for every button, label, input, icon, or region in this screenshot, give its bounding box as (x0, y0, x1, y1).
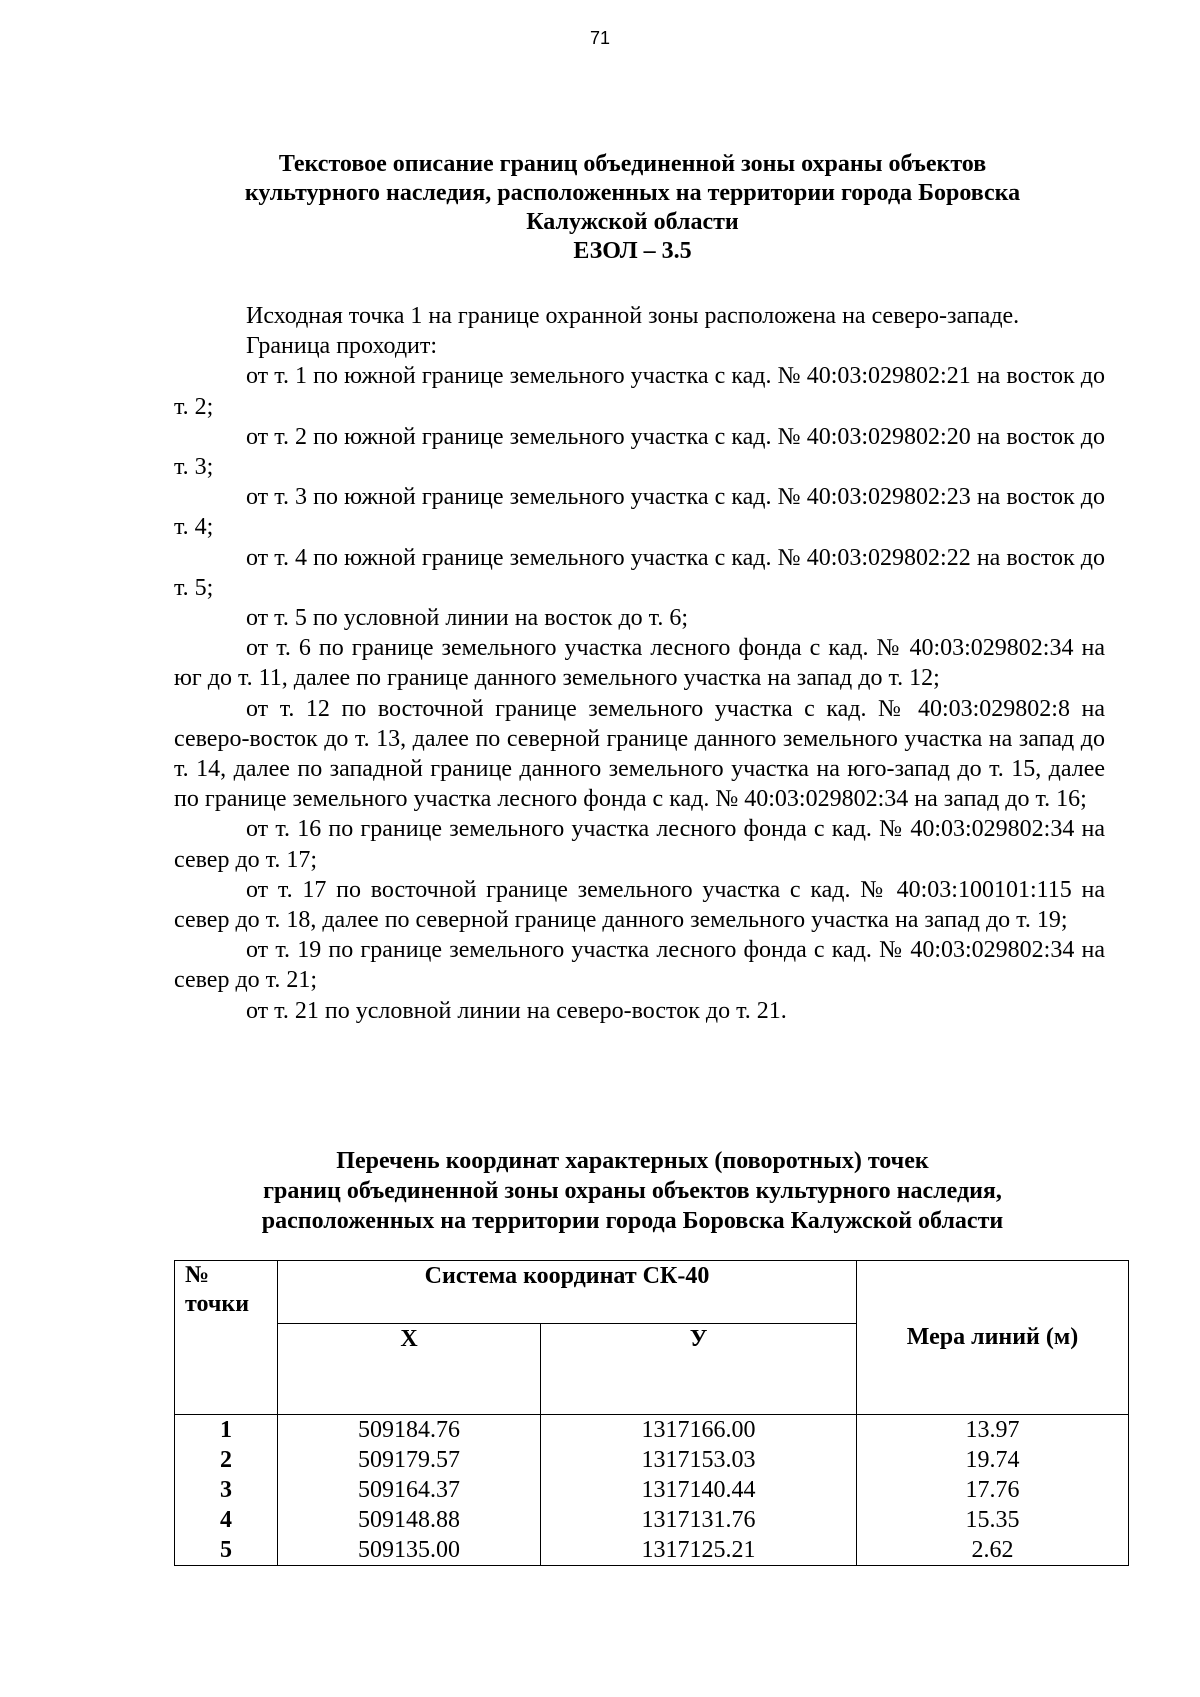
header-y: У (541, 1324, 857, 1415)
table-row (175, 1505, 1129, 1535)
coord-y: 1317166.00 (541, 1415, 857, 1446)
header-x: Х (278, 1324, 541, 1415)
paragraph: от т. 5 по условной линии на восток до т. 6; (246, 605, 689, 632)
header-point-number: № точки (175, 1261, 278, 1415)
table-row (175, 1445, 1129, 1475)
paragraph: от т. 17 по восточной границе земельного участка с кад. № 40:03:100101:115 на север до т. 18, далее по северной границе данного земельного участка на запад до т. 19; (174, 876, 1105, 934)
header-coordinate-system: Система координат СК-40 (278, 1261, 857, 1324)
paragraph: от т. 3 по южной границе земельного участка с кад. № 40:03:029802:23 на восток до т. 4; (174, 484, 1105, 541)
header-line-measure: Мера линий (м) (857, 1261, 1129, 1415)
paragraph: от т. 21 по условной линии на северо-восток до т. 21. (246, 997, 787, 1024)
paragraph: Исходная точка 1 на границе охранной зоны расположена на северо-западе. (246, 303, 1020, 329)
point-number: 3 (175, 1475, 278, 1505)
coord-x: 509164.37 (278, 1475, 541, 1505)
title-line: Калужской области (526, 209, 739, 235)
line-measure: 15.35 (857, 1505, 1129, 1535)
coord-y: 1317140.44 (541, 1475, 857, 1505)
table-title-line: расположенных на территории города Боровска Калужской области (261, 1208, 1004, 1234)
line-measure: 2.62 (857, 1535, 1129, 1566)
coord-y: 1317153.03 (541, 1445, 857, 1475)
paragraph: Граница проходит: (246, 333, 438, 360)
line-measure: 19.74 (857, 1445, 1129, 1475)
line-measure: 17.76 (857, 1475, 1129, 1505)
document-title (160, 150, 1105, 266)
table-title-line: границ объединенной зоны охраны объектов культурного наследия, (263, 1178, 1002, 1204)
point-number: 2 (175, 1445, 278, 1475)
boundary-description (174, 301, 1105, 1026)
title-line: Текстовое описание границ объединенной зоны охраны объектов (278, 151, 987, 177)
page-number: 71 (589, 28, 611, 48)
paragraph: от т. 12 по восточной границе земельного участка с кад. № 40:03:029802:8 на северо-восток до т. 13, далее по северной границе данного земельного участка на запад до т. 14, далее по западной границе данного земельного участка на юго-запад до т. 15, далее по границе земельного участка лесного фонда с кад. № 40:03:029802:34 на запад до т. 16; (174, 695, 1105, 813)
coord-y: 1317125.21 (541, 1535, 857, 1566)
coord-x: 509179.57 (278, 1445, 541, 1475)
line-measure: 13.97 (857, 1415, 1129, 1446)
coord-x: 509135.00 (278, 1535, 541, 1566)
point-number: 5 (175, 1535, 278, 1566)
title-line: культурного наследия, расположенных на территории города Боровска (244, 180, 1021, 206)
coord-y: 1317131.76 (541, 1505, 857, 1535)
table-row (175, 1475, 1129, 1505)
point-number: 1 (175, 1415, 278, 1446)
table-row (175, 1535, 1129, 1566)
paragraph: от т. 6 по границе земельного участка лесного фонда с кад. № 40:03:029802:34 на юг до т. 11, далее по границе данного земельного участка на запад до т. 12; (174, 635, 1105, 692)
table-title-line: Перечень координат характерных (поворотных) точек (336, 1148, 929, 1174)
point-number: 4 (175, 1505, 278, 1535)
paragraph: от т. 2 по южной границе земельного участка с кад. № 40:03:029802:20 на восток до т. 3; (174, 423, 1105, 481)
table-title (160, 1146, 1105, 1236)
paragraph: от т. 16 по границе земельного участка лесного фонда с кад. № 40:03:029802:34 на север до т. 17; (174, 816, 1105, 873)
table-row (175, 1415, 1129, 1446)
coordinates-table (174, 1260, 1129, 1566)
paragraph: от т. 4 по южной границе земельного участка с кад. № 40:03:029802:22 на восток до т. 5; (174, 544, 1105, 601)
paragraph: от т. 19 по границе земельного участка лесного фонда с кад. № 40:03:029802:34 на север до т. 21; (174, 937, 1105, 994)
title-line: ЕЗОЛ – 3.5 (573, 238, 692, 264)
coord-x: 509184.76 (278, 1415, 541, 1446)
coord-x: 509148.88 (278, 1505, 541, 1535)
paragraph: от т. 1 по южной границе земельного участка с кад. № 40:03:029802:21 на восток до т. 2; (174, 363, 1105, 420)
